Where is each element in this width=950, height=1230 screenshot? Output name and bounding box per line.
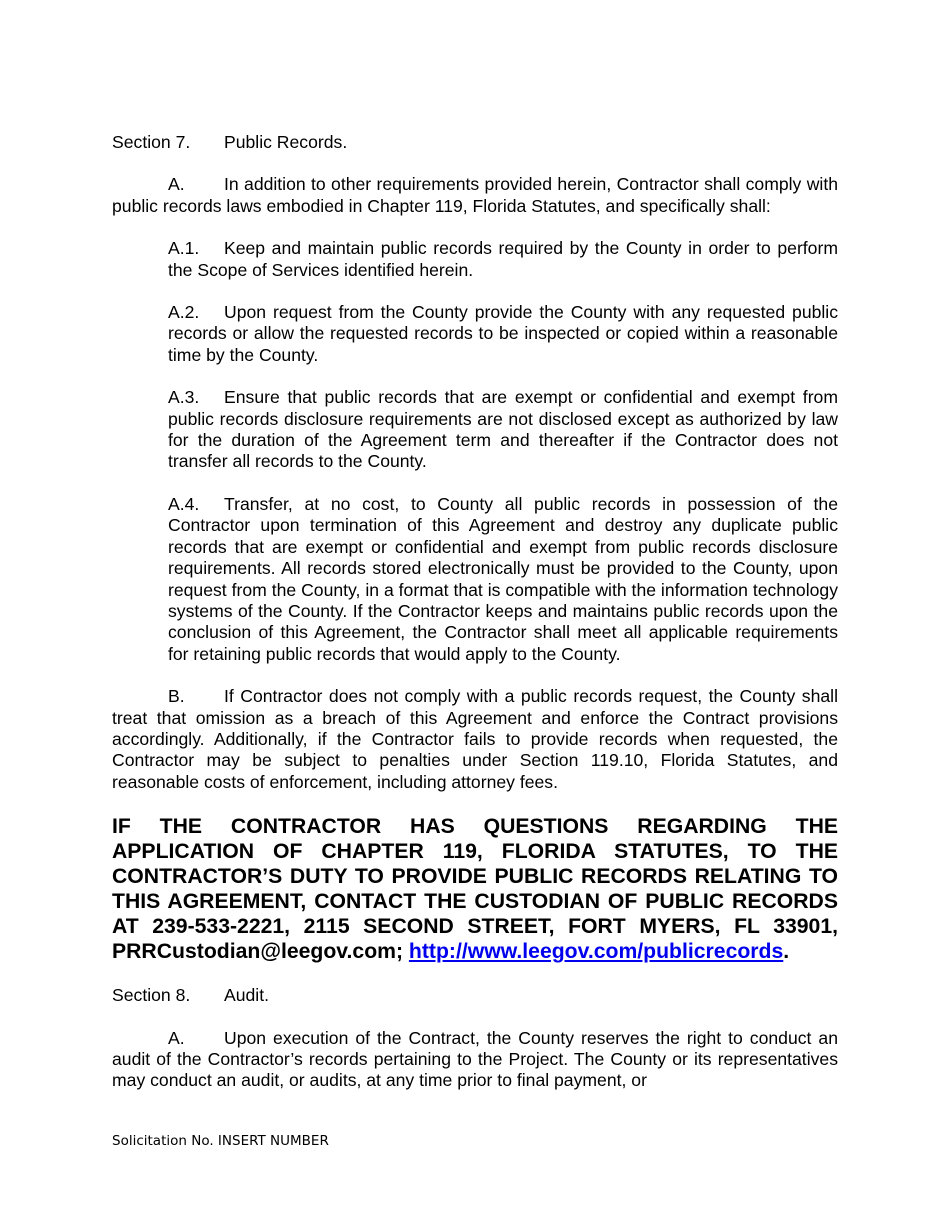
paragraph-a [112,174,838,217]
subparagraph-text: Ensure that public records that are exempt or confidential and exempt from public records disclosure requirements are not disclosed except as authorized by law for the duration of the Agreement term and thereafter if the Contractor does not transfer all records to the County. [168,387,838,472]
section-title: Audit. [224,985,269,1006]
paragraph-8a [112,1028,838,1092]
subparagraph-a1 [168,238,838,281]
subparagraph-a2 [168,302,838,366]
public-records-link[interactable]: http://www.leegov.com/publicrecords [408,940,784,964]
paragraph-label: B. [168,686,185,707]
subparagraph-label: A.1. [168,238,200,259]
subparagraph-label: A.3. [168,387,200,408]
section-number: Section 8. [112,985,191,1006]
paragraph-b [112,686,838,793]
subparagraph-text: Upon request from the County provide the County with any requested public records or allow the requested records to be inspected or copied within a reasonable time by the County. [168,302,838,365]
section-8-heading [112,985,838,1006]
paragraph-label: A. [168,1027,185,1048]
subparagraph-a3 [168,387,838,473]
paragraph-text: If Contractor does not comply with a public records request, the County shall treat that omission as a breach of this Agreement and enforce the Contract provisions accordingly. Additionally, if the Contractor fails to provide records when requested, the Contractor may be subject to penalties under Section 119.10, Florida Statutes, and reasonable costs of enforcement, including attorney fees. [112,686,838,792]
notice-end: . [783,940,790,964]
section-7-heading [112,132,838,153]
subparagraph-text: Transfer, at no cost, to County all public records in possession of the Contractor upon termination of this Agreement and destroy any duplicate public records that are exempt or confidential and exempt from public records disclosure requirements. All records stored electronically must be provided to the County, upon request from the County, in a format that is compatible with the information technology systems of the County. If the Contractor keeps and maintains public records upon the conclusion of this Agreement, the Contractor shall meet all applicable requirements for retaining public records that would apply to the County. [168,493,838,664]
document-page [112,132,838,1113]
section-number: Section 7. [112,132,191,152]
subparagraph-text: Keep and maintain public records required by the County in order to perform the Scope of Services identified herein. [168,238,838,280]
subparagraph-label: A.4. [168,493,200,514]
subparagraph-label: A.2. [168,302,200,323]
notice-text: IF THE CONTRACTOR HAS QUESTIONS REGARDING THE APPLICATION OF CHAPTER 119, FLORIDA STATUTES, TO THE CONTRACTOR’S DUTY TO PROVIDE PUBLIC RECORDS RELATING TO THIS AGREEMENT, CONTACT THE CUSTODIAN OF PUBLIC RECORDS AT 239-533-2221, 2115 SECOND STREET, FORT MYERS, FL 33901, PRRCustodian@leegov.com; [112,815,838,964]
paragraph-text: Upon execution of the Contract, the County reserves the right to conduct an audit of the Contractor’s records pertaining to the Project. The County or its representatives may conduct an audit, or audits, at any time prior to final payment, or [112,1027,838,1091]
paragraph-text: In addition to other requirements provided herein, Contractor shall comply with public records laws embodied in Chapter 119, Florida Statutes, and specifically shall: [112,174,838,216]
section-title: Public Records. [224,132,348,152]
paragraph-label: A. [168,174,185,195]
public-records-notice [112,814,838,964]
subparagraph-a4 [168,494,838,665]
page-footer: Solicitation No. INSERT NUMBER [112,1133,329,1149]
